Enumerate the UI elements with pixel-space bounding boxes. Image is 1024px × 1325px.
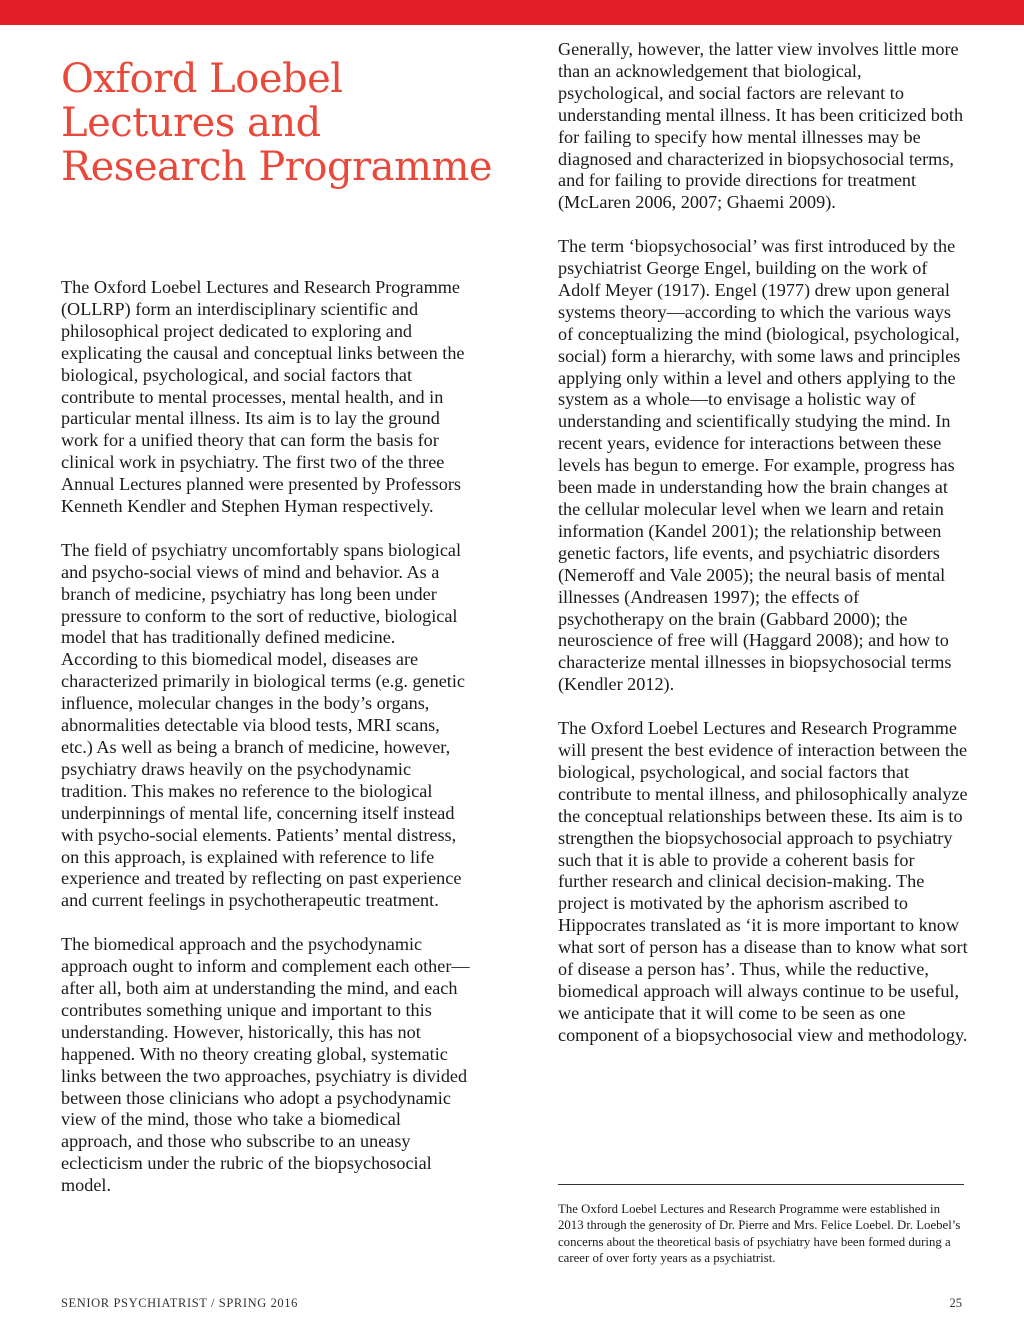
footnote: The Oxford Loebel Lectures and Research Programme were established in 2013 through the generosity of Dr. Pierre and Mrs. Felice Loebel. Dr. Loebel’s concerns about the theoretical basis of psychiatry have been formed during a career of over forty years as a psychiatrist. — [558, 1202, 961, 1266]
body-paragraph: Generally, however, the latter view involves little more than an acknowledgement that biological, psychological, and social factors are relevant to understanding mental illness. It has been criticized both for failing to specify how mental illnesses may be diagnosed and characterized in biopsychosocial terms, and for failing to provide directions for treatment (McLaren 2006, 2007; Ghaemi 2009). — [558, 39, 964, 213]
body-paragraph: The Oxford Loebel Lectures and Research Programme will present the best evidence of interaction between the biological, psychological, and social factors that contribute to mental illness, and philosophically analyze the conceptual relationships between these. Its aim is to strengthen the biopsychosocial approach to psychiatry such that it is able to provide a coherent basis for further research and clinical decision-making. The project is motivated by the aphorism ascribed to Hippocrates translated as ‘it is more important to know what sort of person has a disease than to know what sort of disease a person has’. Thus, while the reductive, biomedical approach will always continue to be useful, we anticipate that it will come to be seen as one component of a biopsychosocial view and methodology. — [558, 718, 968, 1045]
body-paragraph: The Oxford Loebel Lectures and Research Programme (OLLRP) form an interdisciplinary scientific and philosophical project dedicated to exploring and explicating the causal and conceptual links between the biological, psychological, and social factors that contribute to mental processes, mental health, and in particular mental illness. Its aim is to lay the ground work for a unified theory that can form the basis for clinical work in psychiatry. The first two of the three Annual Lectures planned were presented by Professors Kenneth Kendler and Stephen Hyman respectively. — [61, 277, 465, 517]
top-accent-bar — [0, 0, 1024, 25]
body-paragraph: The biomedical approach and the psychodynamic approach ought to inform and complement each other—after all, both aim at understanding the mind, and each contributes something unique and important to this understanding. However, historically, this has not happened. With no theory creating global, systematic links between the two approaches, psychiatry is divided between those clinicians who adopt a psychodynamic view of the mind, those who take a biomedical approach, and those who subscribe to an uneasy eclecticism under the rubric of the biopsychosocial model. — [61, 934, 470, 1196]
footer-publication: SENIOR PSYCHIATRIST / SPRING 2016 — [61, 1296, 298, 1310]
right-column — [558, 39, 968, 1069]
footnote-divider — [558, 1184, 964, 1185]
body-paragraph: The field of psychiatry uncomfortably spans biological and psycho-social views of mind and behavior. As a branch of medicine, psychiatry has long been under pressure to conform to the sort of reductive, biological model that has traditionally defined medicine. According to this biomedical model, diseases are characterized primarily in biological terms (e.g. genetic influence, molecular changes in the body’s organs, abnormalities detectable via blood tests, MRI scans, etc.) As well as being a branch of medicine, however, psychiatry draws heavily on the psychodynamic tradition. This makes no reference to the biological underpinnings of mental life, concerning itself instead with psycho-social elements. Patients’ mental distress, on this approach, is explained with reference to life experience and treated by reflecting on past experience and current feelings in psychotherapeutic treatment. — [61, 539, 465, 911]
body-paragraph: The term ‘biopsychosocial’ was first introduced by the psychiatrist George Engel, building on the work of Adolf Meyer (1917). Engel (1977) drew upon general systems theory—according to which the various ways of conceptualizing the mind (biological, psychological, social) form a hierarchy, with some laws and principles applying only within a level and others applying to the system as a whole—to envisage a holistic way of understanding and scientifically studying the mind. In recent years, evidence for interactions between these levels has begun to emerge. For example, progress has been made in understanding how the brain changes at the cellular molecular level when we learn and retain information (Kandel 2001); the relationship between genetic factors, life events, and psychiatric disorders (Nemeroff and Vale 2005); the neural basis of mental illnesses (Andreasen 1997); the effects of psychotherapy on the brain (Gabbard 2000); the neuroscience of free will (Haggard 2008); and how to characterize mental illnesses in biopsychosocial terms (Kendler 2012). — [558, 236, 961, 695]
page-number: 25 — [949, 1296, 962, 1310]
left-column — [61, 277, 471, 1219]
article-title: Oxford Loebel Lectures and Research Programme — [61, 56, 493, 190]
